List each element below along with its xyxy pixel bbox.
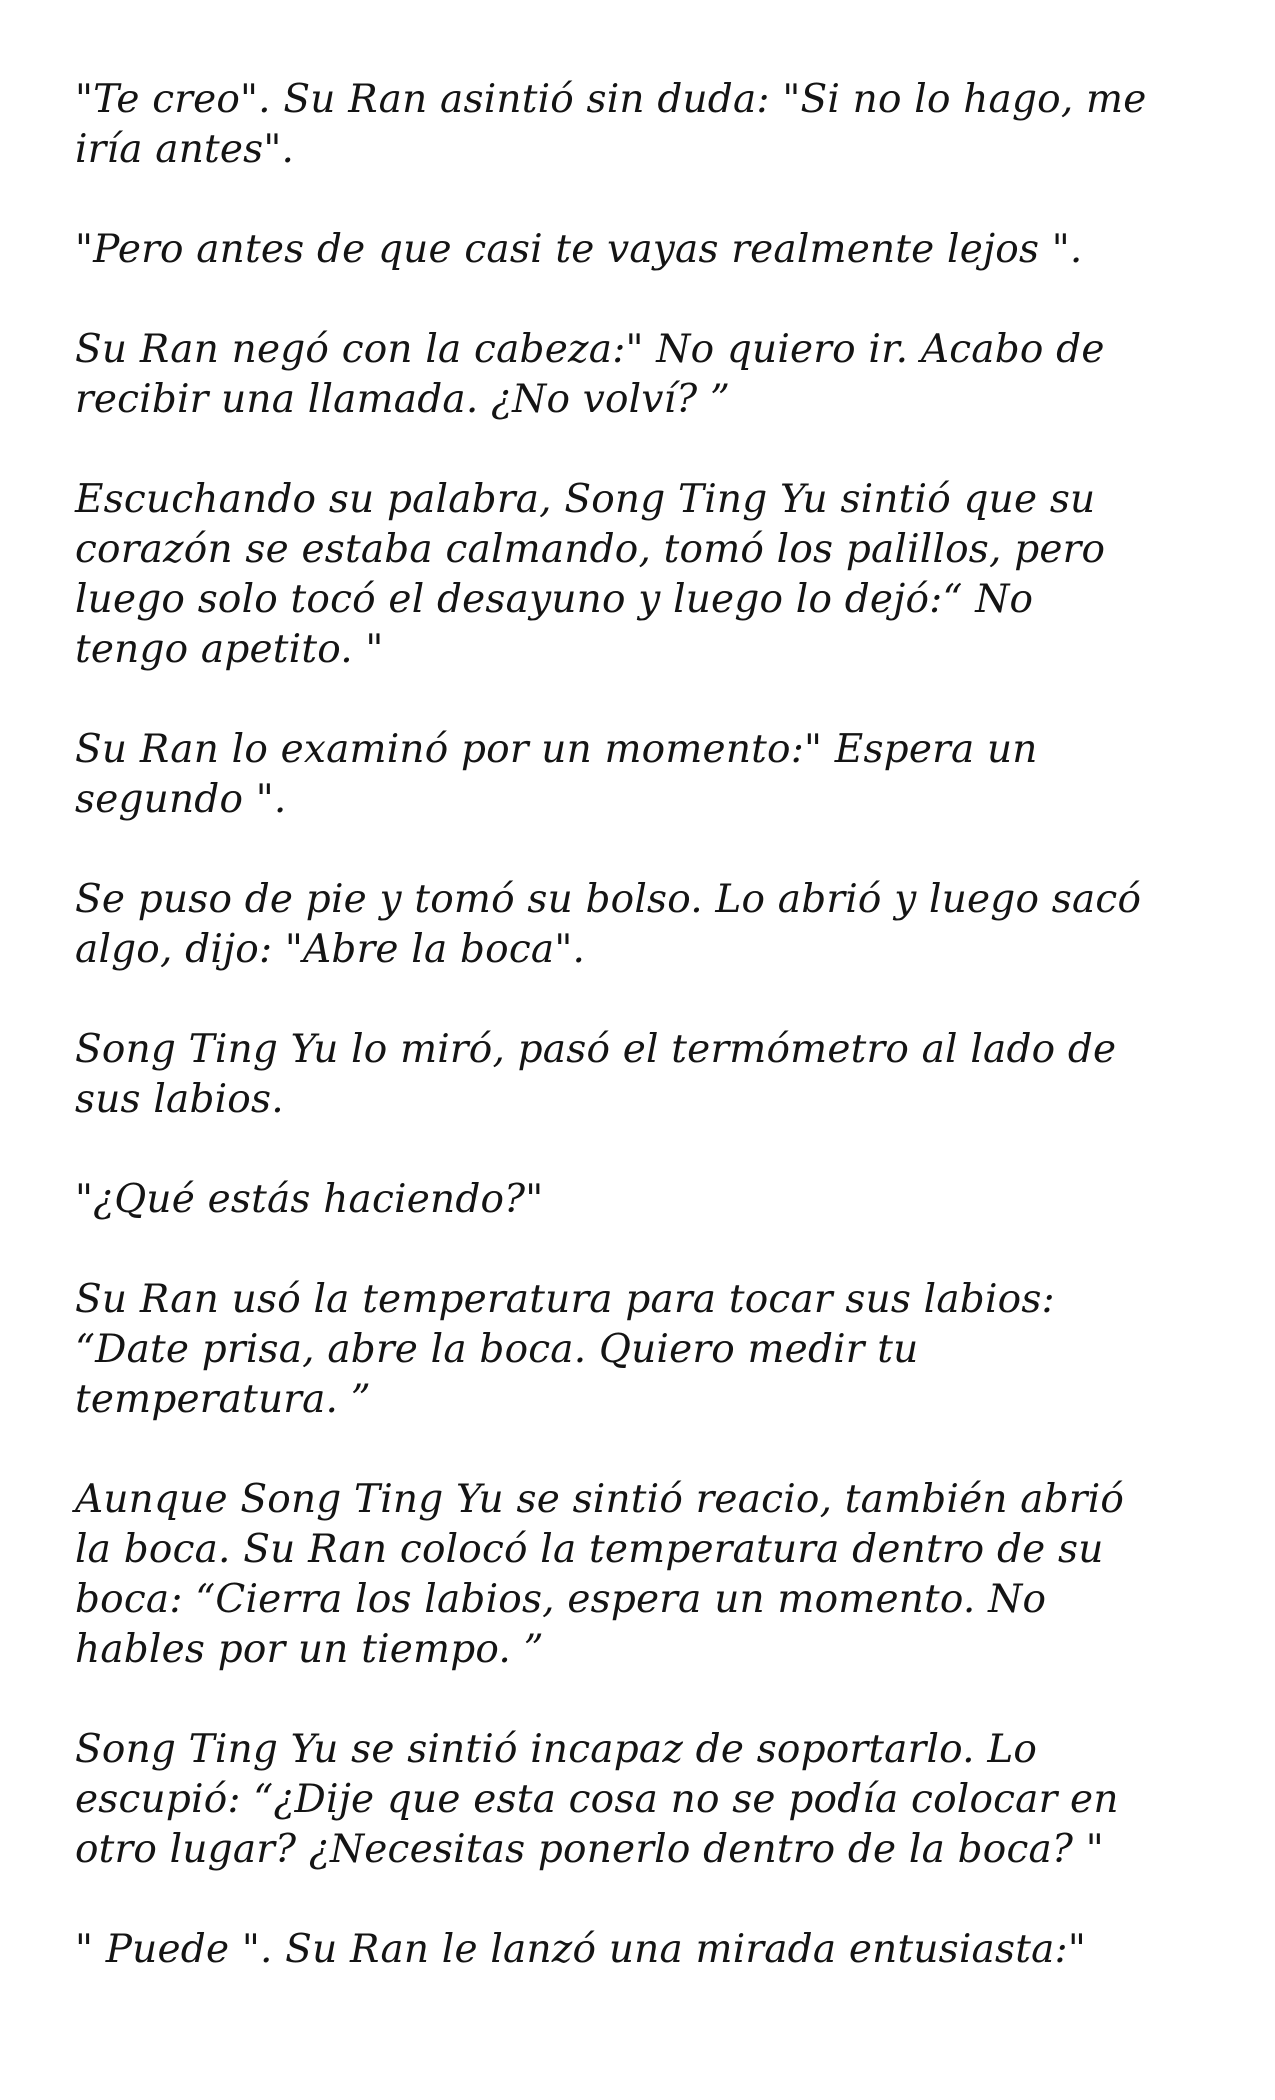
paragraph-6: Se puso de pie y tomó su bolso. Lo abrió y luego sacó algo, dijo: "Abre la boca". (75, 877, 1142, 972)
paragraph-8: "¿Qué estás haciendo?" (75, 1177, 544, 1222)
paragraph-10: Aunque Song Ting Yu se sintió reacio, también abrió la boca. Su Ran colocó la temperatura dentro de su boca: “Cierra los labios, espera un momento. No hables por un tiempo. ” (75, 1477, 1125, 1672)
document-page (75, 75, 1200, 2025)
paragraph-5: Su Ran lo examinó por un momento:" Espera un segundo ". (75, 727, 1038, 822)
paragraph-12: " Puede ". Su Ran le lanzó una mirada entusiasta:" (75, 1927, 1087, 1972)
paragraph-11: Song Ting Yu se sintió incapaz de soportarlo. Lo escupió: “¿Dije que esta cosa no se podía colocar en otro lugar? ¿Necesitas ponerlo dentro de la boca? " (75, 1727, 1119, 1872)
paragraph-1: "Te creo". Su Ran asintió sin duda: "Si no lo hago, me iría antes". (75, 77, 1147, 172)
paragraph-2: "Pero antes de que casi te vayas realmente lejos ". (75, 227, 1083, 272)
paragraph-3: Su Ran negó con la cabeza:" No quiero ir. Acabo de recibir una llamada. ¿No volví? ” (75, 327, 1105, 422)
paragraph-7: Song Ting Yu lo miró, pasó el termómetro al lado de sus labios. (75, 1027, 1117, 1122)
paragraph-9: Su Ran usó la temperatura para tocar sus labios: “Date prisa, abre la boca. Quiero medir tu temperatura. ” (75, 1277, 1055, 1422)
paragraph-4: Escuchando su palabra, Song Ting Yu sintió que su corazón se estaba calmando, tomó los palillos, pero luego solo tocó el desayuno y luego lo dejó:“ No tengo apetito. " (75, 477, 1106, 672)
